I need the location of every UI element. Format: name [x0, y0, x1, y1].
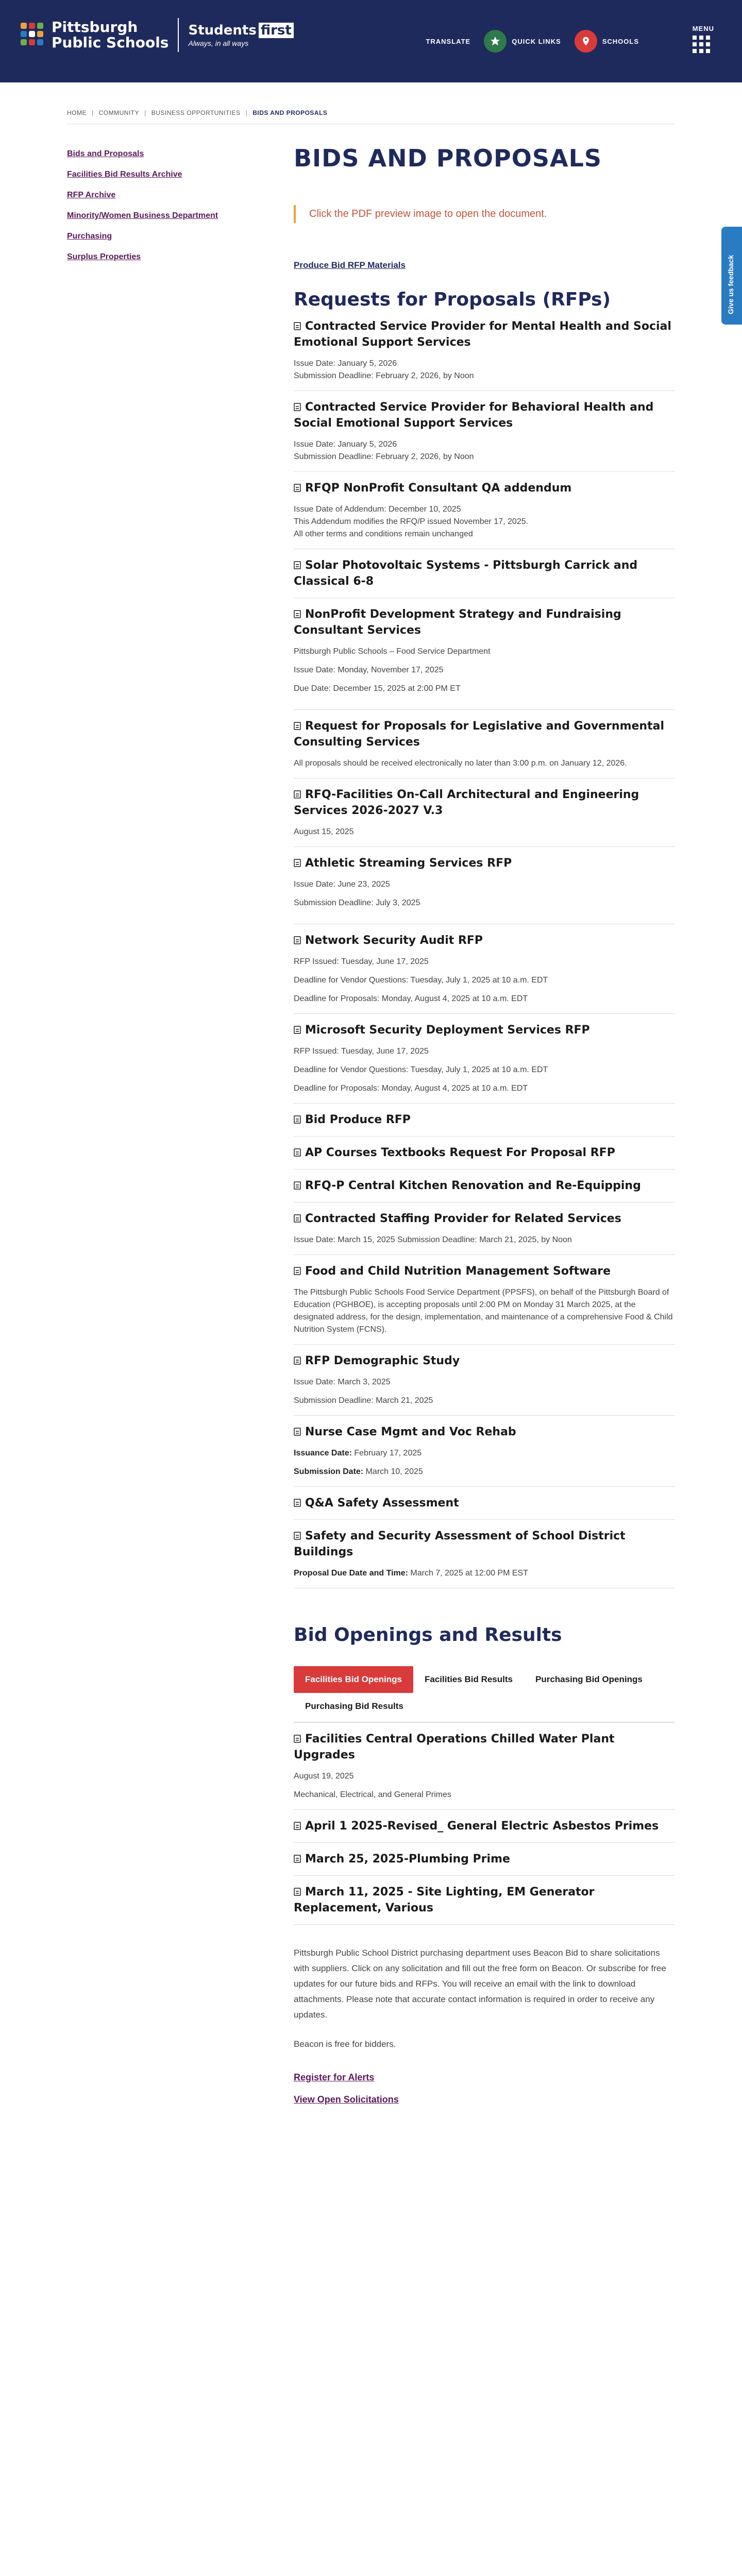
item-detail-line: Issue Date: June 23, 2025: [294, 880, 390, 889]
item-detail-line: The Pittsburgh Public Schools Food Service Department (PPSFS), on behalf of the Pittsburgh Board of Education (PGHBOE), is accepting proposals until 2:00 PM on Monday 31 March 2025, at the designated address, for the design, implementation, and maintenance of a comprehensive Food & Child Nutrition System (FCNS).: [294, 1288, 673, 1334]
bid-section-title: Bid Openings and Results: [294, 1624, 562, 1646]
item-detail-line: Submission Date: March 10, 2025: [294, 1467, 423, 1476]
item-detail-line: Deadline for Vendor Questions: Tuesday, July 1, 2025 at 10 a.m. EDT: [294, 1065, 548, 1074]
document-icon: [294, 1855, 301, 1863]
sidebar-item-rfp-archive[interactable]: RFP Archive: [67, 191, 116, 199]
sidebar-item-mwbd[interactable]: Minority/Women Business Department: [67, 211, 218, 220]
item-detail: [294, 1376, 675, 1388]
item-detail-line: Issue Date: Monday, November 17, 2025: [294, 666, 444, 674]
item-title-link[interactable]: [294, 1818, 675, 1834]
breadcrumb-separator: |: [144, 109, 146, 116]
list-item: [294, 1723, 675, 1810]
feedback-tab[interactable]: [721, 227, 742, 325]
list-item: [294, 1416, 675, 1487]
menu-label: MENU: [692, 25, 714, 32]
item-title: Contracted Staffing Provider for Related Services: [305, 1212, 621, 1225]
sf-title-b: first: [259, 23, 294, 38]
sidebar-item-facilities-archive[interactable]: Facilities Bid Results Archive: [67, 170, 182, 179]
item-title: RFQP NonProfit Consultant QA addendum: [305, 482, 572, 495]
breadcrumb-business[interactable]: BUSINESS OPPORTUNITIES: [151, 109, 241, 116]
item-title: Solar Photovoltaic Systems - Pittsburgh Carrick and Classical 6-8: [294, 559, 638, 588]
main-content: [294, 144, 675, 2105]
item-title-link[interactable]: [294, 1022, 675, 1038]
item-title: Q&A Safety Assessment: [305, 1497, 459, 1510]
tab-facilities-bid-results[interactable]: Facilities Bid Results: [424, 1674, 513, 1684]
item-detail: [294, 897, 675, 909]
document-icon: [294, 722, 301, 730]
item-detail-line: August 15, 2025: [294, 827, 354, 836]
list-item: [294, 1843, 675, 1876]
item-detail: [294, 358, 675, 382]
list-item: [294, 1876, 675, 1925]
item-title: April 1 2025-Revised_ General Electric Asbestos Primes: [305, 1820, 659, 1833]
breadcrumb-home[interactable]: HOME: [67, 109, 87, 116]
document-icon: [294, 1214, 301, 1223]
schools-button[interactable]: [575, 30, 639, 53]
quick-links-button[interactable]: [484, 30, 561, 53]
list-item: [294, 847, 675, 924]
item-title: Microsoft Security Deployment Services RFP: [305, 1024, 590, 1037]
item-title: RFQ-P Central Kitchen Renovation and Re-Equipping: [305, 1179, 641, 1192]
item-detail-line: Issue Date: January 5, 2026: [294, 440, 397, 449]
bid-list: [294, 1723, 675, 1925]
item-title: March 25, 2025-Plumbing Prime: [305, 1853, 510, 1866]
item-title-link[interactable]: [294, 1353, 675, 1369]
item-title: Request for Proposals for Legislative and Governmental Consulting Services: [294, 720, 664, 749]
view-solicitations-link[interactable]: View Open Solicitations: [294, 2094, 399, 2105]
tab-purchasing-bid-openings[interactable]: Purchasing Bid Openings: [535, 1674, 643, 1684]
item-detail: [294, 1395, 675, 1407]
sf-title-a: Students: [188, 23, 257, 38]
sidebar-item-purchasing[interactable]: Purchasing: [67, 232, 112, 241]
item-detail: [294, 1234, 675, 1246]
item-title-link[interactable]: [294, 557, 675, 589]
document-icon: [294, 790, 301, 799]
item-detail: [294, 1064, 675, 1076]
section-sidebar: [67, 149, 237, 273]
document-icon: [294, 561, 301, 569]
item-detail: [294, 1770, 675, 1783]
document-icon: [294, 1888, 301, 1896]
pdf-notice: Click the PDF preview image to open the document.: [294, 205, 675, 223]
item-title: Bid Produce RFP: [305, 1113, 411, 1126]
star-icon: [484, 30, 507, 53]
logo-line1: Pittsburgh: [52, 19, 138, 36]
item-title: Nurse Case Mgmt and Voc Rehab: [305, 1426, 516, 1438]
item-detail-line: Submission Deadline: February 2, 2026, by Noon: [294, 371, 474, 380]
item-detail-line: Issue Date: March 3, 2025: [294, 1378, 391, 1386]
item-title-link[interactable]: [294, 1528, 675, 1560]
item-detail: [294, 878, 675, 891]
item-detail-line: Issue Date of Addendum: December 10, 2025: [294, 505, 461, 514]
item-title-link[interactable]: [294, 1884, 675, 1916]
logo-line2: Public Schools: [52, 34, 169, 51]
tab-purchasing-bid-results[interactable]: Purchasing Bid Results: [305, 1701, 403, 1711]
sf-tagline: Always, in all ways: [188, 39, 249, 47]
item-title-link[interactable]: [294, 718, 675, 750]
list-item: [294, 924, 675, 1014]
item-title-link[interactable]: [294, 399, 675, 431]
item-title: Contracted Service Provider for Mental Health and Social Emotional Support Services: [294, 320, 671, 349]
map-pin-icon: [575, 30, 597, 53]
feedback-label: Give us feedback: [727, 255, 735, 314]
logo-mark-icon: [21, 23, 45, 47]
item-detail: [294, 1466, 675, 1478]
item-detail: [294, 974, 675, 987]
item-detail: [294, 993, 675, 1005]
item-detail-line: Due Date: December 15, 2025 at 2:00 PM ET: [294, 684, 461, 693]
item-detail: [294, 1045, 675, 1058]
list-item: [294, 1014, 675, 1104]
tab-facilities-bid-openings[interactable]: Facilities Bid Openings: [294, 1666, 413, 1693]
beacon-paragraph: Pittsburgh Public School District purchasing department uses Beacon Bid to share solicitations with suppliers. Click on any solicitation and fill out the free form on Beacon. Or subscribe for free updates for our future bids and RFPs. You will receive an email with the link to download attachments. Please note that accurate contact information is required in order to receive any updates.: [294, 1948, 666, 2020]
list-item: [294, 310, 675, 391]
schools-label: SCHOOLS: [602, 37, 639, 45]
item-detail-line: Pittsburgh Public Schools – Food Service Department: [294, 647, 491, 656]
item-title-link[interactable]: [294, 1731, 675, 1763]
list-item: [294, 710, 675, 778]
item-title: Food and Child Nutrition Management Software: [305, 1265, 611, 1278]
item-title: RFP Demographic Study: [305, 1354, 460, 1367]
item-title-link[interactable]: [294, 1851, 675, 1867]
quick-links-label: QUICK LINKS: [512, 37, 561, 45]
list-item: [294, 1345, 675, 1416]
produce-bid-link[interactable]: Produce Bid RFP Materials: [294, 260, 406, 270]
item-detail: [294, 1789, 675, 1801]
translate-label: TRANSLATE: [426, 37, 471, 45]
item-title: Athletic Streaming Services RFP: [305, 857, 512, 870]
item-detail: [294, 683, 675, 695]
item-title-link[interactable]: [294, 1211, 675, 1227]
item-detail-line: RFP Issued: Tuesday, June 17, 2025: [294, 1047, 429, 1056]
page-title: BIDS AND PROPOSALS: [294, 144, 602, 172]
item-detail-line: Deadline for Vendor Questions: Tuesday, July 1, 2025 at 10 a.m. EDT: [294, 976, 548, 985]
item-detail: [294, 646, 675, 658]
list-item: [294, 472, 675, 549]
list-item: [294, 778, 675, 847]
list-item: [294, 1520, 675, 1588]
document-icon: [294, 610, 301, 618]
list-item: [294, 391, 675, 472]
item-detail-line: August 19, 2025: [294, 1772, 354, 1781]
list-item: [294, 598, 675, 710]
district-logo[interactable]: [21, 18, 294, 52]
item-detail-line: This Addendum modifies the RFQ/P issued November 17, 2025.: [294, 517, 529, 526]
breadcrumb-community[interactable]: COMMUNITY: [98, 109, 140, 116]
item-detail-line: Submission Deadline: March 21, 2025: [294, 1396, 433, 1405]
item-title: RFQ-Facilities On-Call Architectural and Engineering Services 2026-2027 V.3: [294, 788, 639, 817]
document-icon: [294, 1181, 301, 1190]
document-icon: [294, 1735, 301, 1743]
breadcrumb-separator: |: [92, 109, 94, 116]
logo-divider: [178, 18, 179, 52]
item-detail-line: Deadline for Proposals: Monday, August 4, 2025 at 10 a.m. EDT: [294, 994, 528, 1003]
item-detail: [294, 503, 675, 540]
breadcrumb-separator: |: [245, 109, 248, 116]
item-detail-line: Issue Date: March 15, 2025 Submission Deadline: March 21, 2025, by Noon: [294, 1235, 572, 1244]
item-title-link[interactable]: [294, 606, 675, 638]
item-detail-line: Submission Deadline: February 2, 2026, by Noon: [294, 452, 474, 461]
item-detail-line: Mechanical, Electrical, and General Primes: [294, 1790, 451, 1799]
item-detail: [294, 438, 675, 463]
bid-tabs: [294, 1666, 675, 1720]
item-title-link[interactable]: [294, 787, 675, 819]
item-title-link[interactable]: [294, 1112, 675, 1128]
item-detail-line: Proposal Due Date and Time: March 7, 2025 at 12:00 PM EST: [294, 1569, 528, 1578]
item-detail: [294, 1286, 675, 1336]
menu-button[interactable]: [693, 25, 714, 53]
sidebar-item-surplus[interactable]: Surplus Properties: [67, 252, 141, 261]
item-title-link[interactable]: [294, 1495, 675, 1511]
list-item: [294, 1170, 675, 1202]
translate-button[interactable]: [426, 38, 470, 45]
item-detail: [294, 826, 675, 838]
sidebar-item-bids[interactable]: Bids and Proposals: [67, 149, 144, 158]
item-detail: [294, 1447, 675, 1460]
beacon-free-text: Beacon is free for bidders.: [294, 2039, 396, 2049]
item-detail: [294, 1082, 675, 1095]
item-title-link[interactable]: [294, 1263, 675, 1279]
list-item: [294, 1137, 675, 1170]
grid-menu-icon: [693, 36, 714, 53]
document-icon: [294, 1357, 301, 1365]
document-icon: [294, 936, 301, 944]
list-item: [294, 1810, 675, 1843]
rfp-list: [294, 310, 675, 1588]
document-icon: [294, 1148, 301, 1157]
list-item: [294, 1255, 675, 1345]
breadcrumb-current: BIDS AND PROPOSALS: [252, 109, 328, 116]
item-title: Facilities Central Operations Chilled Water Plant Upgrades: [294, 1733, 615, 1761]
list-item: [294, 1487, 675, 1520]
list-item: [294, 1202, 675, 1255]
list-item: [294, 1104, 675, 1137]
document-icon: [294, 1428, 301, 1436]
item-detail-line: Issue Date: January 5, 2026: [294, 359, 397, 368]
item-title: AP Courses Textbooks Request For Proposal RFP: [305, 1146, 615, 1159]
document-icon: [294, 1026, 301, 1034]
item-detail: [294, 1567, 675, 1580]
list-item: [294, 549, 675, 598]
item-title-link[interactable]: [294, 318, 675, 350]
item-title: Contracted Service Provider for Behavioral Health and Social Emotional Support Services: [294, 401, 654, 430]
item-title: NonProfit Development Strategy and Fundraising Consultant Services: [294, 608, 621, 637]
item-detail-line: Issuance Date: February 17, 2025: [294, 1449, 422, 1458]
document-icon: [294, 1267, 301, 1275]
document-icon: [294, 484, 301, 492]
item-detail: [294, 956, 675, 968]
header-nav: [426, 30, 639, 53]
item-detail-line: RFP Issued: Tuesday, June 17, 2025: [294, 957, 429, 966]
register-alerts-link[interactable]: Register for Alerts: [294, 2072, 375, 2082]
students-first-logo: [188, 23, 293, 47]
item-detail-line: All other terms and conditions remain unchanged: [294, 530, 473, 538]
document-icon: [294, 1532, 301, 1540]
item-title: Network Security Audit RFP: [305, 934, 483, 947]
document-icon: [294, 1822, 301, 1830]
item-detail-line: Deadline for Proposals: Monday, August 4, 2025 at 10 a.m. EDT: [294, 1084, 528, 1093]
item-detail: [294, 757, 675, 770]
document-icon: [294, 1115, 301, 1124]
item-title-link[interactable]: [294, 1178, 675, 1194]
item-title: Safety and Security Assessment of School District Buildings: [294, 1530, 626, 1558]
document-icon: [294, 859, 301, 867]
item-detail: [294, 664, 675, 676]
item-detail-line: Submission Deadline: July 3, 2025: [294, 899, 420, 907]
breadcrumb: [67, 109, 327, 116]
rfp-section-title: Requests for Proposals (RFPs): [294, 289, 611, 310]
item-title-link[interactable]: [294, 1145, 675, 1161]
document-icon: [294, 1499, 301, 1507]
item-detail-line: All proposals should be received electronically no later than 3:00 p.m. on January 12, 2026.: [294, 759, 627, 768]
site-header: [0, 0, 742, 82]
item-title-link[interactable]: [294, 1424, 675, 1440]
item-title-link[interactable]: [294, 480, 675, 496]
item-title-link[interactable]: [294, 933, 675, 948]
document-icon: [294, 322, 301, 330]
item-title: March 11, 2025 - Site Lighting, EM Generator Replacement, Various: [294, 1886, 595, 1914]
document-icon: [294, 403, 301, 411]
item-title-link[interactable]: [294, 855, 675, 871]
